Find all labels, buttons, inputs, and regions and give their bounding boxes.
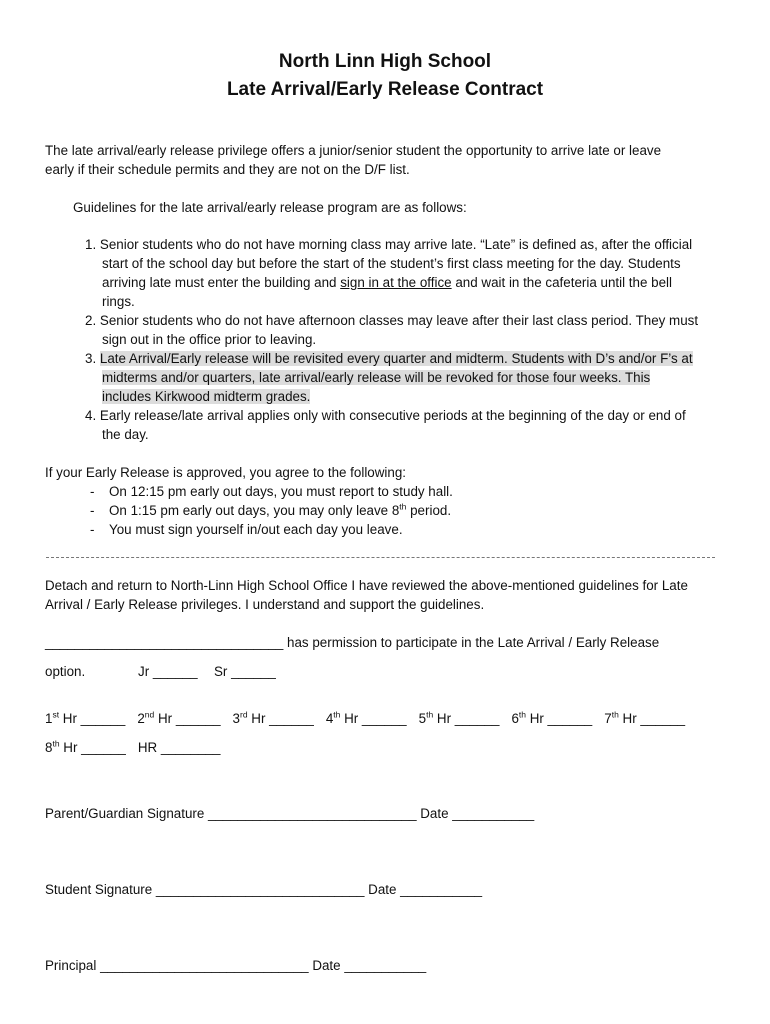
parent-signature-line[interactable]: Parent/Guardian Signature ____________________________ Date ___________ bbox=[45, 806, 535, 821]
hour-6-field[interactable]: 6th Hr ______ bbox=[511, 709, 593, 726]
guideline-item-2: 2. Senior students who do not have afternoon classes may leave after their last class period. They must bbox=[85, 313, 699, 328]
hour-8-field[interactable]: 8th Hr ______ bbox=[45, 738, 126, 755]
guideline-item-4: 4. Early release/late arrival applies only with consecutive periods at the beginning of the day or end of bbox=[85, 408, 686, 423]
hour-7-field[interactable]: 7th Hr ______ bbox=[604, 709, 686, 726]
bullet-marker: - bbox=[90, 522, 95, 537]
guidelines-intro: Guidelines for the late arrival/early release program are as follows: bbox=[73, 200, 467, 215]
option-label: option. bbox=[45, 664, 86, 679]
item-number: 3. bbox=[85, 351, 100, 366]
hour-4-field[interactable]: 4th Hr ______ bbox=[325, 709, 407, 726]
permission-line bbox=[45, 635, 659, 650]
guideline-item-3-line: midterms and/or quarters, late arrival/early release will be revoked for those four weeks. This bbox=[102, 370, 651, 385]
text-segment: and wait in the cafeteria until the bell bbox=[451, 275, 672, 290]
guideline-item-1-line bbox=[102, 275, 672, 290]
hour-3-field[interactable]: 3rd Hr ______ bbox=[232, 709, 314, 726]
intro-line: early if their schedule permits and they are not on the D/F list. bbox=[45, 162, 410, 177]
bullet-item: You must sign yourself in/out each day you leave. bbox=[109, 522, 403, 537]
intro-line: The late arrival/early release privilege offers a junior/senior student the opportunity to arrive late or leave bbox=[45, 143, 662, 158]
guideline-item-1-line: rings. bbox=[102, 294, 135, 309]
text-segment: period. bbox=[406, 503, 452, 518]
hour-5-field[interactable]: 5th Hr ______ bbox=[418, 709, 500, 726]
superscript: th bbox=[399, 501, 407, 512]
student-signature-line[interactable]: Student Signature ____________________________ Date ___________ bbox=[45, 882, 483, 897]
principal-signature-line[interactable]: Principal ____________________________ Date ___________ bbox=[45, 958, 427, 973]
detach-instructions-line: Arrival / Early Release privileges. I understand and support the guidelines. bbox=[45, 597, 485, 612]
homeroom-field[interactable]: HR ________ bbox=[137, 740, 221, 755]
hour-1-field[interactable]: 1st Hr ______ bbox=[45, 709, 126, 726]
guideline-item-2-line: sign out in the office prior to leaving. bbox=[102, 332, 317, 347]
guideline-item-1-line: start of the school day but before the start of the student’s first class meeting for the day. Students bbox=[102, 256, 681, 271]
sr-blank[interactable]: Sr ______ bbox=[214, 664, 276, 679]
sign-in-office-text: sign in at the office bbox=[340, 275, 452, 290]
permission-text: has permission to participate in the Late Arrival / Early Release bbox=[283, 635, 660, 650]
hours-row bbox=[45, 711, 685, 726]
bullet-item: On 12:15 pm early out days, you must report to study hall. bbox=[109, 484, 453, 499]
student-name-blank[interactable]: ________________________________ bbox=[45, 635, 284, 650]
bullet-marker: - bbox=[90, 503, 95, 518]
guideline-item-3-line: includes Kirkwood midterm grades. bbox=[102, 389, 311, 404]
hours-row-2 bbox=[45, 740, 220, 755]
bullet-item bbox=[109, 503, 451, 518]
approved-intro: If your Early Release is approved, you agree to the following: bbox=[45, 465, 407, 480]
detach-divider bbox=[46, 557, 715, 558]
guideline-item-1: 1. Senior students who do not have morning class may arrive late. “Late” is defined as, after the official bbox=[85, 237, 693, 252]
guideline-item-3 bbox=[85, 351, 693, 366]
document-title: North Linn High School bbox=[278, 51, 492, 72]
guideline-item-4-line: the day. bbox=[102, 427, 149, 442]
highlighted-text: Late Arrival/Early release will be revisited every quarter and midterm. Students with D’s and/or F’s at bbox=[99, 351, 693, 366]
text-segment: On 1:15 pm early out days, you may only leave 8 bbox=[109, 503, 400, 518]
jr-blank[interactable]: Jr ______ bbox=[138, 664, 198, 679]
hour-2-field[interactable]: 2nd Hr ______ bbox=[137, 709, 221, 726]
text-segment: arriving late must enter the building and bbox=[102, 275, 341, 290]
document-subtitle: Late Arrival/Early Release Contract bbox=[226, 79, 544, 100]
bullet-marker: - bbox=[90, 484, 95, 499]
detach-instructions: Detach and return to North-Linn High School Office I have reviewed the above-mentioned guidelines for Late bbox=[45, 578, 688, 593]
